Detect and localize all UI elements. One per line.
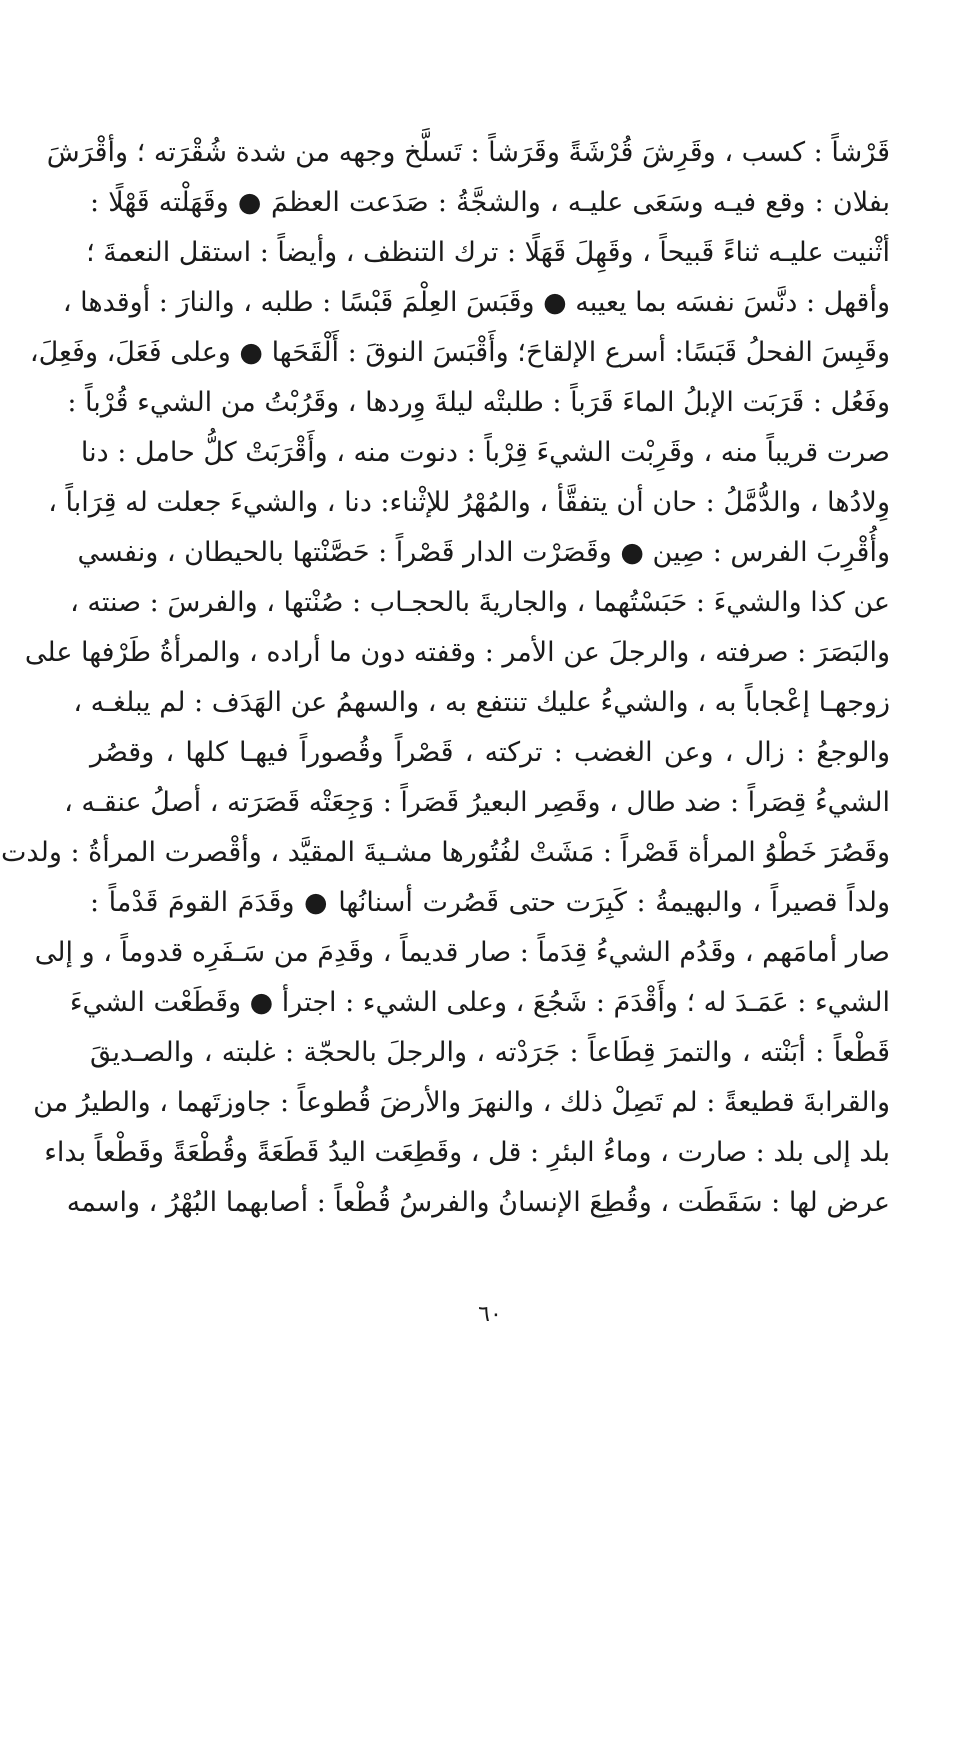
text-line: وأُقْرِبَ الفرس : صِين ● وقَصَرْت الدار قَصْراً : حَصَّنْتها بالحيطان ، ونفسي (77, 537, 890, 568)
text-line: ولداً قصيراً ، والبهيمةُ : كَبِرَت حتى قَصُرت أسنانُها ● وقَدَمَ القومَ قَدْماً : (90, 887, 890, 918)
body-text (1, 128, 890, 1228)
text-line: وأقهل : دنَّسَ نفسَه بما يعيبه ● وقَبَسَ العِلْمَ قَبْسًا : طلبه ، والنارَ : أوقدها ، (62, 287, 890, 318)
text-line: وفَعُل : قَرَبَت الإبلُ الماءَ قَرَباً : طلبتْه ليلةَ وِردها ، وقَرُبْتُ من الشيء قُرْباً : (67, 387, 890, 418)
text-line: وقَصُرَ خَطْوُ المرأة قَصْراً : مَشَتْ لفُتُورها مشـيةَ المقيَّد ، وأقْصرت المرأةُ : ولدت (1, 837, 890, 868)
text-line: قَرْشاً : كسب ، وقَرِشَ قُرْشَةً وقَرَشاً : تَسلَّخ وجهه من شدة شُقْرَته ؛ وأقْرَشَ (46, 137, 890, 168)
text-line: والبَصَرَ : صرفته ، والرجلَ عن الأمر : وقفته دون ما أراده ، والمرأةُ طَرْفها على (24, 637, 890, 668)
text-line: بلد إلى بلد : صارت ، وماءُ البئرِ : قل ، وقَطِعَت اليدُ قَطَعَةً وقُطْعَةً وقَطْعاً بداء (44, 1137, 890, 1168)
text-line: قَطْعاً : أبَنْته ، والتمرَ قِطَاعاً : جَرَدْته ، والرجلَ بالحجّة : غلبته ، والصـديقَ (90, 1037, 890, 1068)
text-line: صار أمامَهم ، وقَدُم الشيءُ قِدَماً : صار قديماً ، وقَدِمَ من سَـفَرِه قدوماً ، و إلى (34, 937, 890, 968)
text-line: بفلان : وقع فيـه وسَعَى عليـه ، والشجَّةُ : صَدَعت العظمَ ● وقَهَلْته قَهْلًا : (90, 187, 890, 218)
text-line: وِلادُها ، والدُّمَّلُ : حان أن يتفقَّأ ، والمُهْرُ للإثْناء: دنا ، والشيءَ جعلت له قِرَاباً ، (48, 487, 890, 518)
text-line: وقَبِسَ الفحلُ قَبَسًا: أسرع الإلقاحَ؛ وأَقْبَسَ النوقَ : أَلْقَحَها ● وعلى فَعَلَ، وفَعِلَ، (29, 337, 890, 368)
text-line: أثْنيت عليـه ثناءً قَبيحاً ، وقَهِلَ قَهَلًا : ترك التنظف ، وأيضاً : استقل النعمةَ ؛ (86, 237, 890, 268)
text-line: الشيءُ قِصَراً : ضد طال ، وقَصِر البعيرُ قَصَراً : وَجِعَتْه قَصَرَته ، أصلُ عنقـه ، (64, 787, 890, 818)
text-line: والوجعُ : زال ، وعن الغضب : تركته ، قَصْراً وقُصوراً فيهـا كلها ، وقصُر (90, 737, 890, 768)
text-line: عرض لها : سَقَطَت ، وقُطِعَ الإنسانُ والفرسُ قُطْعاً : أصابهما البُهْرُ ، واسمه (66, 1187, 890, 1218)
text-line: الشيء : عَمَـدَ له ؛ وأَقْدَمَ : شَجُعَ ، وعلى الشيء : اجترأ ● وقَطَعْت الشيءَ (69, 987, 890, 1018)
text-line: والقرابةَ قطيعةً : لم تَصِلْ ذلك ، والنهرَ والأرضَ قُطوعاً : جاوزتَهما ، والطيرُ من (33, 1087, 890, 1118)
text-line: زوجهـا إعْجاباً به ، والشيءُ عليك تنتفع به ، والسهمُ عن الهَدَف : لم يبلغـه ، (73, 687, 890, 718)
text-line: صرت قريباً منه ، وقَرِبْت الشيءَ قِرْباً : دنوت منه ، وأَقْرَبَتْ كلُّ حامل : دنا (80, 437, 890, 468)
page-number: ٦٠ (478, 1302, 502, 1327)
text-line: عن كذا والشيءَ : حَبَسْتُهما ، والجاريةَ بالحجـاب : صُنْتها ، والفرسَ : صنته ، (70, 587, 890, 618)
